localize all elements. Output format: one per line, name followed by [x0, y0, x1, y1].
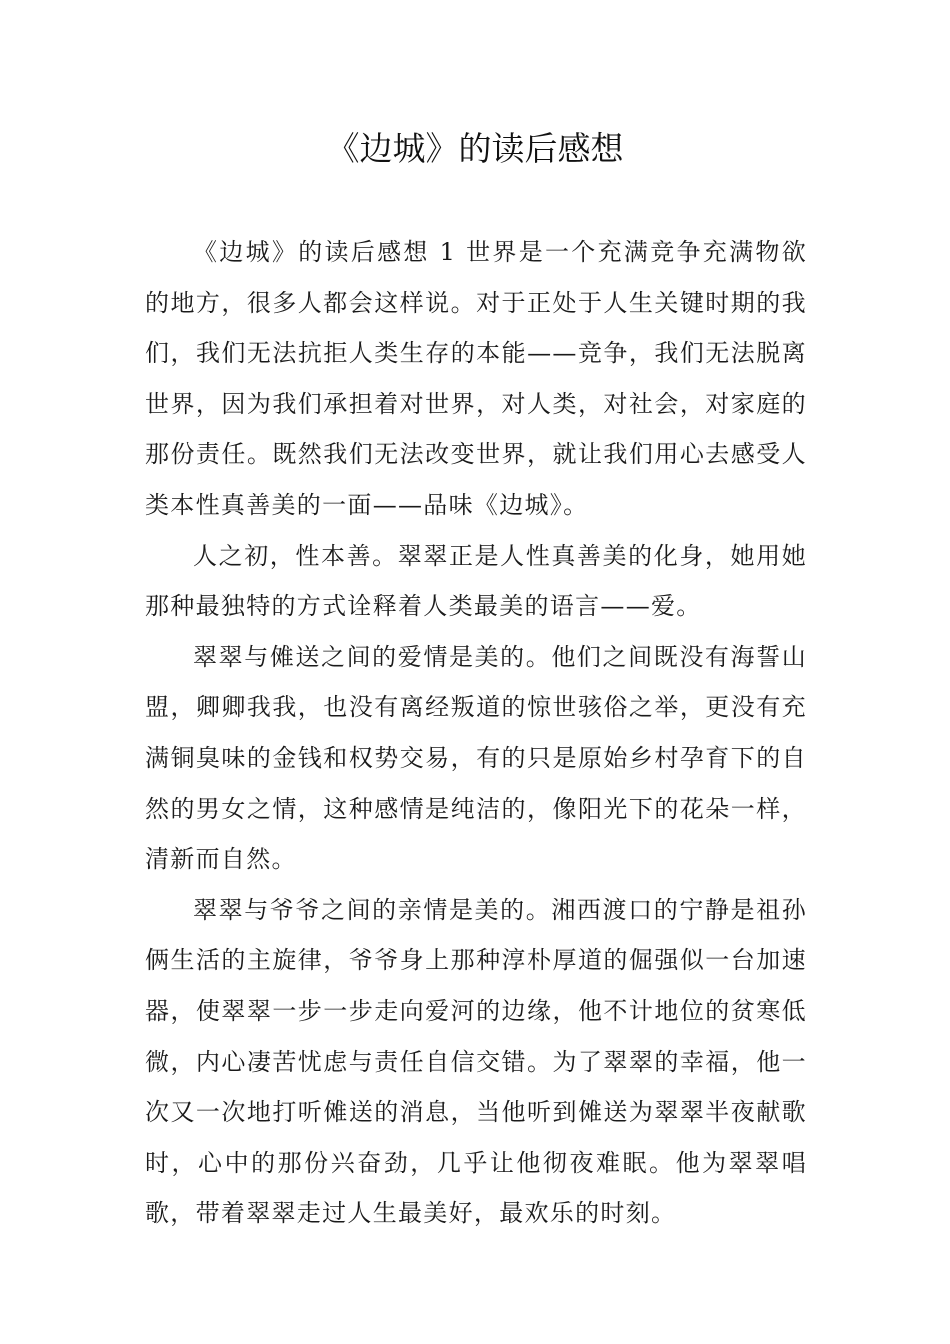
paragraph-4: 翠翠与爷爷之间的亲情是美的。湘西渡口的宁静是祖孙俩生活的主旋律，爷爷身上那种淳朴厚道的倔强似一台加速器，使翠翠一步一步走向爱河的边缘，他不计地位的贫寒低微，内心凄苦忧虑与责任自信交错。为了翠翠的幸福，他一次又一次地打听傩送的消息，当他听到傩送为翠翠半夜献歌时，心中的那份兴奋劲，几乎让他彻夜难眠。他为翠翠唱歌，带着翠翠走过人生最美好，最欢乐的时刻。 [145, 895, 807, 1228]
paragraph-1: 《边城》的读后感想 1 世界是一个充满竞争充满物欲的地方，很多人都会这样说。对于正处于人生关键时期的我们，我们无法抗拒人类生存的本能——竞争，我们无法脱离世界，因为我们承担着对世界，对人类，对社会，对家庭的那份责任。既然我们无法改变世界，就让我们用心去感受人类本性真善美的一面——品味《边城》。 [145, 238, 807, 519]
document-body [145, 227, 807, 1239]
paragraph-2: 人之初，性本善。翠翠正是人性真善美的化身，她用她那种最独特的方式诠释着人类最美的语言——爱。 [145, 541, 807, 621]
paragraph-3: 翠翠与傩送之间的爱情是美的。他们之间既没有海誓山盟，卿卿我我，也没有离经叛道的惊世骇俗之举，更没有充满铜臭味的金钱和权势交易，有的只是原始乡村孕育下的自然的男女之情，这种感情是纯洁的，像阳光下的花朵一样，清新而自然。 [145, 642, 807, 874]
document-title: 《边城》的读后感想 [326, 129, 624, 168]
